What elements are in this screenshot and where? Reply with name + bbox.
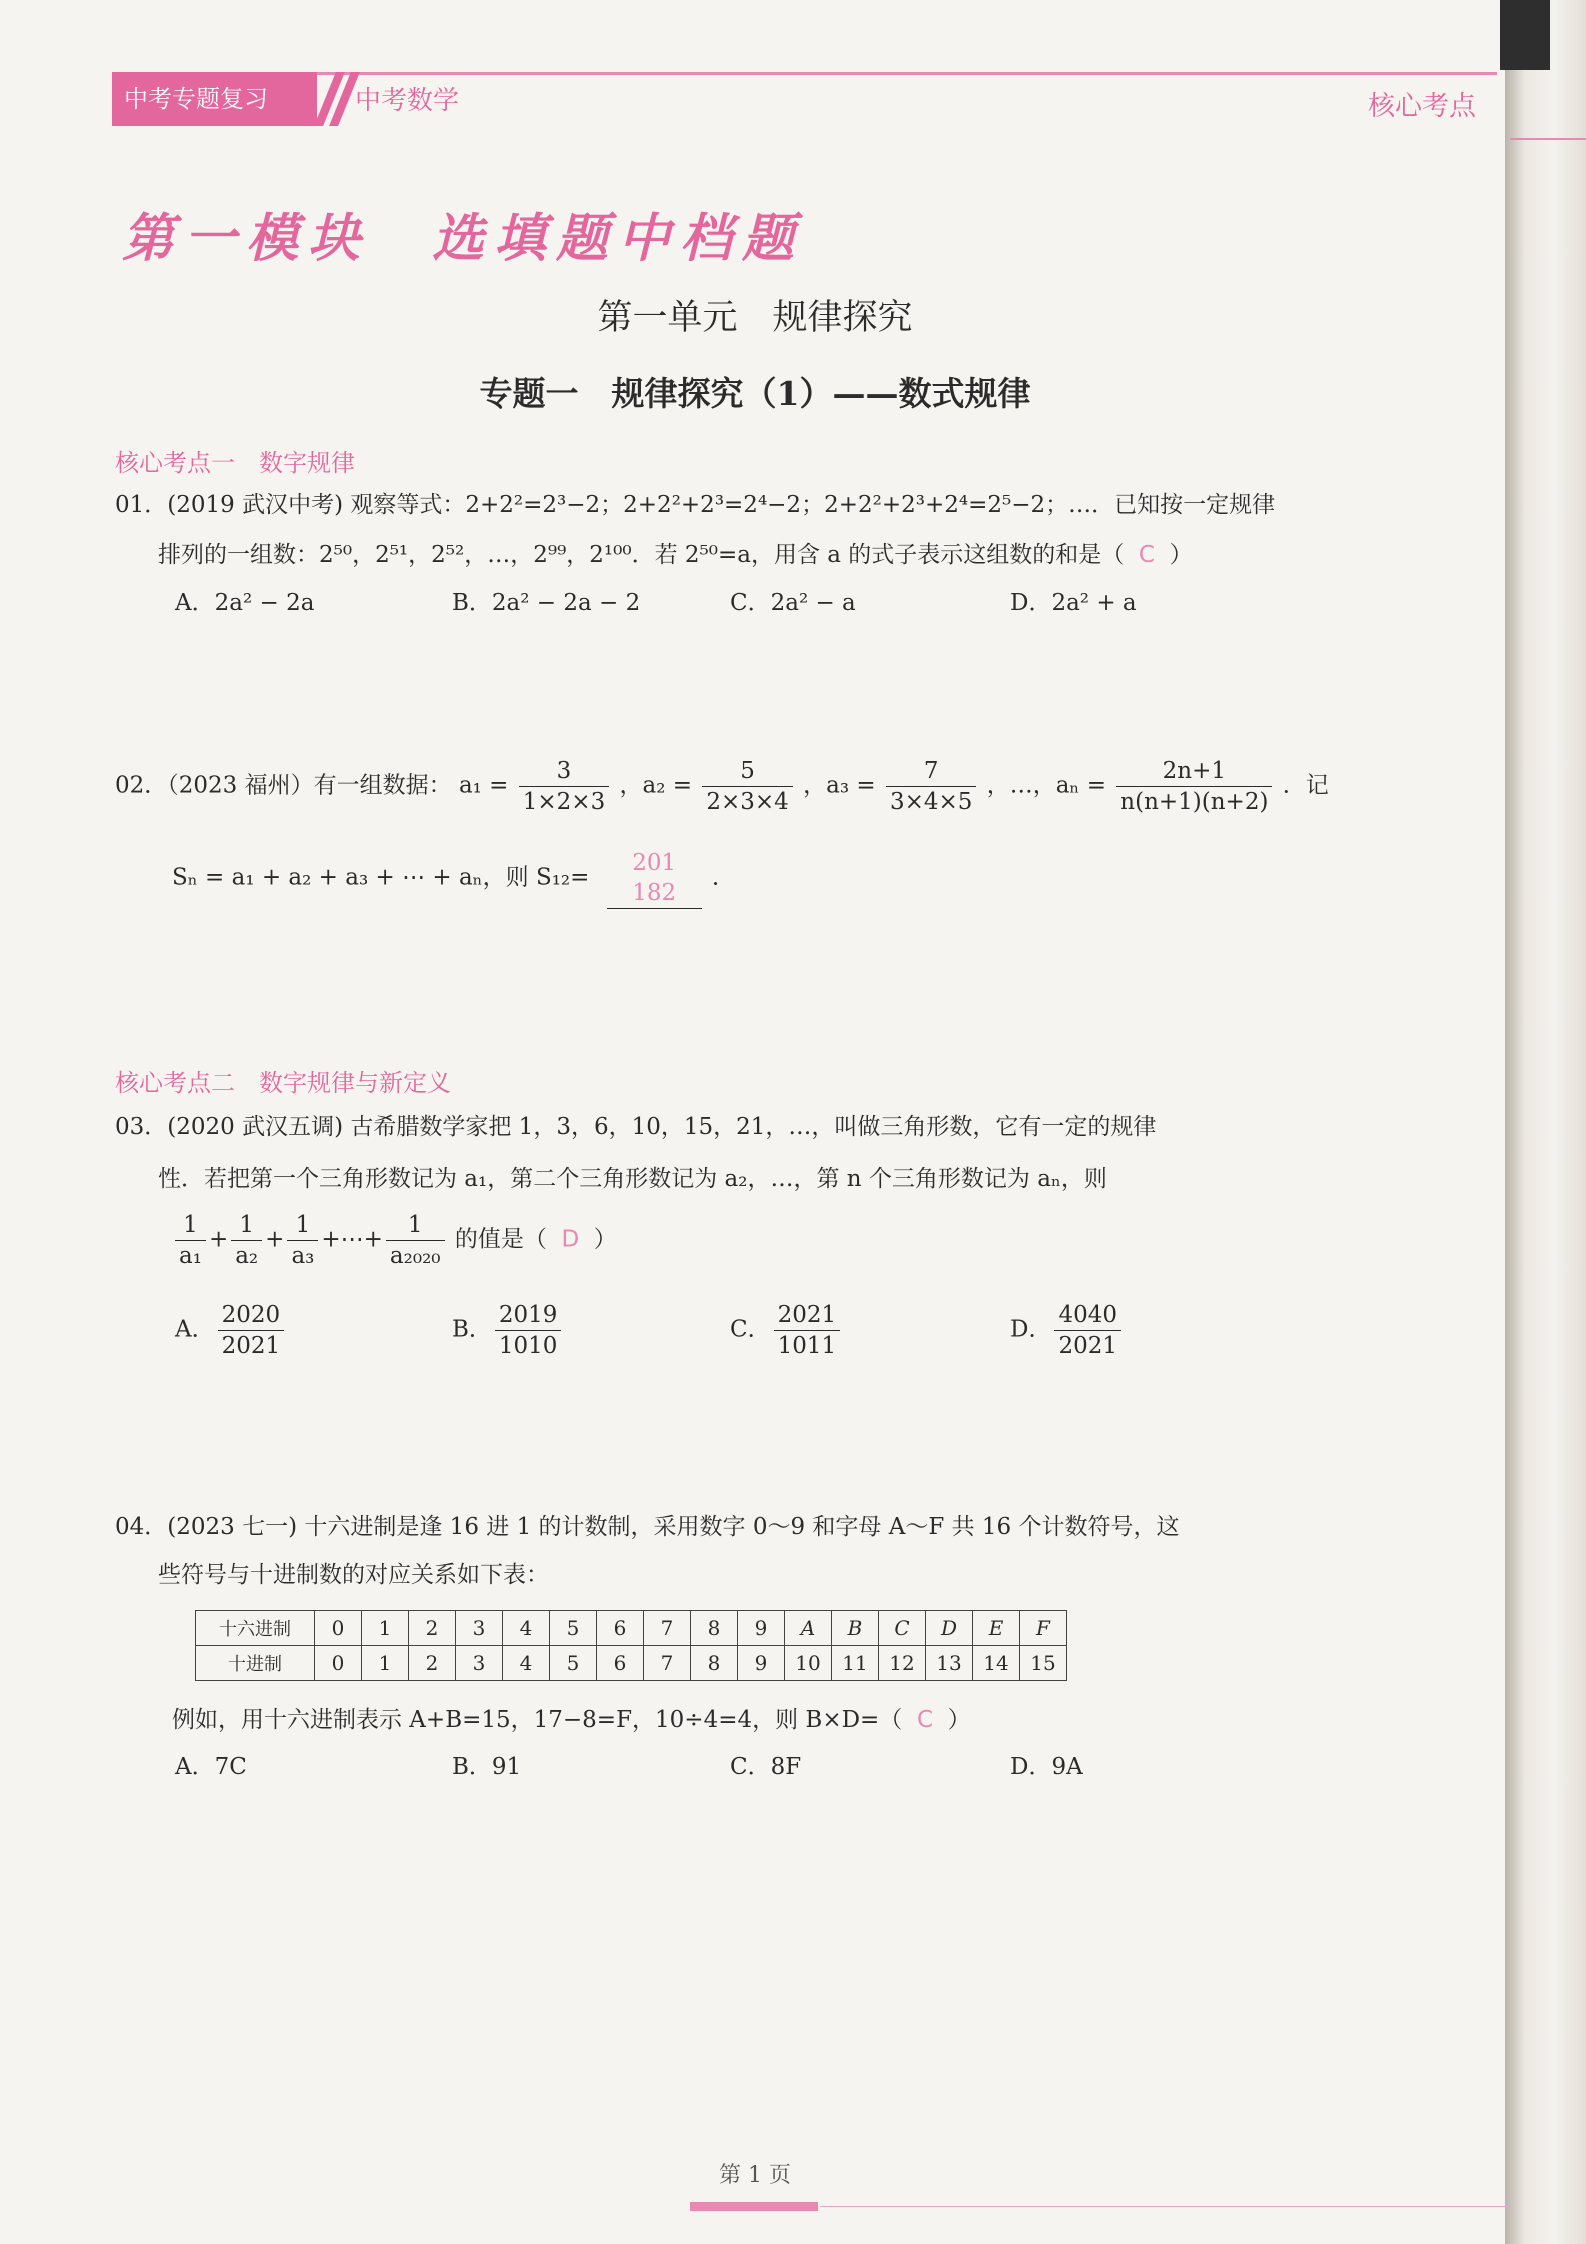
table-cell: 2 <box>409 1611 456 1646</box>
q3-close: ） <box>593 1226 617 1253</box>
q2-a2-num: 5 <box>702 756 792 787</box>
header-tag: 中考专题复习 <box>112 72 317 126</box>
q3-option-b <box>452 1300 564 1361</box>
q3-option-d-den: 2021 <box>1058 1333 1117 1359</box>
q1-option-b: B．2a² − 2a − 2 <box>452 590 641 616</box>
q2-a1-label: a₁ = <box>458 772 509 799</box>
table-cell: 15 <box>1020 1646 1067 1681</box>
q3-term-n <box>386 1210 445 1271</box>
table-cell: B <box>832 1611 879 1646</box>
book-edge-shadow <box>1500 0 1550 70</box>
q4-option-c: C．8F <box>730 1754 802 1780</box>
q4-answer: C <box>916 1707 933 1733</box>
q1-option-a: A．2a² − 2a <box>175 590 315 616</box>
table-cell: 4 <box>503 1611 550 1646</box>
table-cell: 8 <box>691 1646 738 1681</box>
q3-answer: D <box>561 1226 580 1253</box>
dec-row-header: 十进制 <box>196 1646 315 1681</box>
q3-option-c-num: 2021 <box>774 1300 841 1331</box>
hex-row <box>196 1611 1067 1646</box>
q2-tail: ．记 <box>1282 772 1329 799</box>
q3-term-1-den: a₁ <box>179 1243 202 1269</box>
q4-stem: 例如，用十六进制表示 A+B=15，17−8=F，10÷4=4，则 B×D=（ <box>172 1707 903 1733</box>
q2-a1-num: 3 <box>519 756 609 787</box>
table-cell: 14 <box>973 1646 1020 1681</box>
q2-a2-den: 2×3×4 <box>706 789 789 815</box>
q2-lead: 02．（2023 福州）有一组数据： <box>115 772 452 799</box>
q1-stem: 排列的一组数：2⁵⁰，2⁵¹，2⁵²，…，2⁹⁹，2¹⁰⁰．若 2⁵⁰=a，用含 a 的式子表示这组数的和是（ <box>158 542 1125 568</box>
module-title: 第一模块 选填题中档题 <box>122 208 805 269</box>
table-cell: 11 <box>832 1646 879 1681</box>
q3-option-b-num: 2019 <box>495 1300 562 1331</box>
q3-line1: 03．(2020 武汉五调) 古希腊数学家把 1，3，6，10，15，21，…，叫做三角形数，它有一定的规律 <box>115 1114 1157 1140</box>
hex-row-header: 十六进制 <box>196 1611 315 1646</box>
spine-accent-line <box>1510 138 1586 140</box>
q2-sum-expr: Sₙ = a₁ + a₂ + a₃ + ⋯ + aₙ，则 S₁₂= <box>172 864 590 891</box>
table-cell: 7 <box>644 1611 691 1646</box>
header-rule <box>112 72 1497 75</box>
q3-expression: $\frac{1}{\text{a₁}}$ + $\frac{1}{\text{a₂}}$ + $\frac{1}{\text{a₃}}$ +⋯+ $\frac{1}{\text{a₂₀₂₀}}$ 的值是（ D ） <box>172 1210 617 1271</box>
table-cell: 9 <box>738 1611 785 1646</box>
q3-term-2 <box>231 1210 262 1271</box>
q1-option-c: C．2a² − a <box>730 590 856 616</box>
q3-term-1-num: 1 <box>175 1210 206 1241</box>
q4-option-d: D．9A <box>1010 1754 1083 1780</box>
q3-option-b-fraction <box>495 1300 562 1361</box>
table-cell: 7 <box>644 1646 691 1681</box>
q2-an-label: ，…，aₙ = <box>986 772 1106 799</box>
table-cell: 5 <box>550 1646 597 1681</box>
q4-close: ） <box>947 1707 971 1733</box>
q3-option-c-den: 1011 <box>777 1333 837 1359</box>
q3-option-a-fraction <box>218 1300 285 1361</box>
table-cell: 12 <box>879 1646 926 1681</box>
q3-option-a <box>175 1300 287 1361</box>
table-cell: 0 <box>315 1646 362 1681</box>
table-cell: 13 <box>926 1646 973 1681</box>
q2-answer-fraction <box>607 848 702 909</box>
q3-option-a-num: 2020 <box>218 1300 285 1331</box>
q3-option-d-fraction <box>1054 1300 1121 1361</box>
q3-option-c-fraction <box>774 1300 841 1361</box>
table-cell: 9 <box>738 1646 785 1681</box>
key-point-1: 核心考点一 数字规律 <box>115 449 355 477</box>
q3-term-n-num: 1 <box>386 1210 445 1241</box>
q2-answer-den: 182 <box>632 880 677 906</box>
q3-term-2-den: a₂ <box>235 1243 259 1269</box>
table-cell: D <box>926 1611 973 1646</box>
table-cell: 3 <box>456 1611 503 1646</box>
table-cell: 8 <box>691 1611 738 1646</box>
dec-row <box>196 1646 1067 1681</box>
q2-an-num: 2n+1 <box>1116 756 1272 787</box>
q3-option-b-label: B． <box>452 1316 492 1343</box>
q4-line2: 些符号与十进制数的对应关系如下表： <box>158 1562 549 1588</box>
q3-option-a-label: A． <box>175 1316 215 1343</box>
footer-rule <box>820 2206 1510 2207</box>
q3-line2: 性．若把第一个三角形数记为 a₁，第二个三角形数记为 a₂，…，第 n 个三角形数记为 aₙ，则 <box>158 1166 1107 1192</box>
q3-term-3 <box>287 1210 318 1271</box>
q3-term-n-den: a₂₀₂₀ <box>389 1243 441 1269</box>
q1-option-d: D．2a² + a <box>1010 590 1137 616</box>
page-number: 第 1 页 <box>719 2163 791 2188</box>
q3-term-3-den: a₃ <box>291 1243 315 1269</box>
q3-term-1 <box>175 1210 206 1271</box>
table-cell: E <box>973 1611 1020 1646</box>
q2-a2-fraction <box>702 756 792 817</box>
q3-option-d-label: D． <box>1010 1316 1052 1343</box>
q3-term-2-num: 1 <box>231 1210 262 1241</box>
q2-a3-den: 3×4×5 <box>889 789 973 815</box>
table-cell: F <box>1020 1611 1067 1646</box>
table-cell: C <box>879 1611 926 1646</box>
q3-term-3-num: 1 <box>287 1210 318 1241</box>
q4-line3 <box>172 1705 971 1735</box>
table-cell: 3 <box>456 1646 503 1681</box>
q2-a3-label: ，a₃ = <box>803 772 876 799</box>
q2-a3-fraction <box>886 756 976 817</box>
table-cell: 6 <box>597 1611 644 1646</box>
q3-option-c-label: C． <box>730 1316 771 1343</box>
q1-line2 <box>158 540 1193 570</box>
q2-a3-num: 7 <box>886 756 976 787</box>
unit-title: 第一单元 规律探究 <box>597 298 913 338</box>
key-point-2: 核心考点二 数字规律与新定义 <box>115 1069 451 1097</box>
table-cell: 2 <box>409 1646 456 1681</box>
q3-option-a-den: 2021 <box>221 1333 281 1359</box>
table-cell: 5 <box>550 1611 597 1646</box>
q2-a2-label: ，a₂ = <box>619 772 693 799</box>
q3-option-d-num: 4040 <box>1054 1300 1121 1331</box>
q2-a1-den: 1×2×3 <box>522 789 606 815</box>
q4-line1: 04．(2023 七一) 十六进制是逢 16 进 1 的计数制，采用数字 0～9 和字母 A～F 共 16 个计数符号，这 <box>115 1514 1180 1540</box>
q2-an-den: n(n+1)(n+2) <box>1120 789 1269 815</box>
q4-option-b: B．91 <box>452 1754 522 1780</box>
q3-option-d <box>1010 1300 1124 1361</box>
q2-answer-num: 201 <box>632 850 677 876</box>
q2-an-fraction <box>1116 756 1272 817</box>
q2-line1 <box>115 756 1329 817</box>
hex-table <box>195 1610 1067 1681</box>
q4-option-a: A．7C <box>175 1754 247 1780</box>
table-cell: 0 <box>315 1611 362 1646</box>
header-section: 核心考点 <box>1368 91 1476 122</box>
q1-close: ） <box>1169 542 1193 568</box>
table-cell: 10 <box>785 1646 832 1681</box>
topic-title: 专题一 规律探究（1）——数式规律 <box>479 374 1031 413</box>
q3-option-c <box>730 1300 843 1361</box>
table-cell: 4 <box>503 1646 550 1681</box>
table-cell: 1 <box>362 1611 409 1646</box>
book-spine <box>1505 0 1586 2244</box>
q1-line1: 01．(2019 武汉中考) 观察等式：2+2²=2³−2；2+2²+2³=2⁴−2；2+2²+2³+2⁴=2⁵−2；…．已知按一定规律 <box>115 492 1276 518</box>
q1-answer: C <box>1138 542 1155 568</box>
table-cell: 6 <box>597 1646 644 1681</box>
q2-end: ． <box>712 864 736 891</box>
q3-option-b-den: 1010 <box>498 1333 558 1359</box>
header-subject: 中考数学 <box>355 86 460 116</box>
q2-a1-fraction <box>519 756 609 817</box>
table-cell: A <box>785 1611 832 1646</box>
page-number-bar <box>690 2202 818 2211</box>
table-cell: 1 <box>362 1646 409 1681</box>
q2-line2 <box>172 848 735 909</box>
q3-tail: 的值是（ <box>454 1226 547 1253</box>
